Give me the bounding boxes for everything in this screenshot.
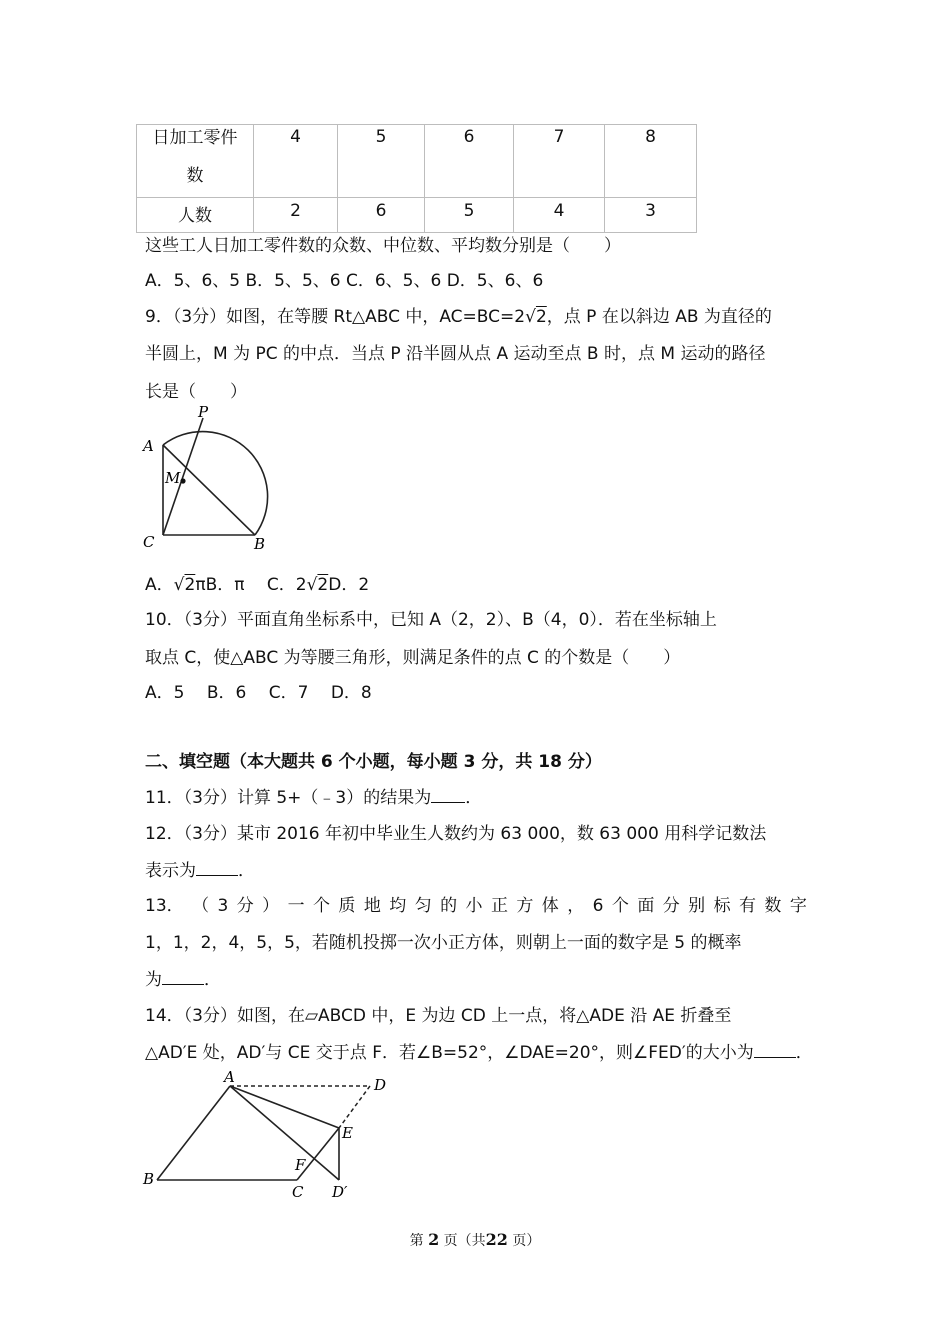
label-c: C: [292, 1183, 304, 1201]
segment-ab: [157, 1086, 230, 1180]
segment-ae: [230, 1086, 339, 1128]
q13-char: 地: [363, 896, 381, 916]
sqrt-symbol: √2: [306, 575, 329, 595]
label-c: C: [143, 533, 155, 551]
table-cell: 5: [375, 127, 387, 147]
label-a: A: [143, 437, 154, 455]
q13-char: 的: [440, 896, 458, 916]
label-e: E: [342, 1124, 353, 1142]
q12-line1: 12．（3分）某市 2016 年初中毕业生人数约为 63 000，数 63 000 用科学记数法: [145, 824, 767, 844]
q9-opt-a-tail: π: [195, 575, 206, 595]
segment-de-dashed: [339, 1086, 370, 1128]
page-footer: [0, 1230, 950, 1250]
answer-blank: [754, 1043, 796, 1058]
q9-line2: 半圆上，M 为 PC 的中点．当点 P 沿半圆从点 A 运动至点 B 时，点 M 运动的路径: [145, 344, 766, 364]
q12-line2: [145, 860, 255, 882]
table-cell: 4: [553, 201, 565, 221]
q13-tail: ．: [204, 970, 221, 990]
q13-char: 体: [541, 896, 559, 916]
q13-char: 正: [490, 896, 508, 916]
q14-line2: [145, 1042, 813, 1064]
table-cell: 6: [463, 127, 475, 147]
table-header-cell: [137, 125, 254, 198]
q10-options: A．5 B．6 C．7 D．8: [145, 683, 372, 703]
q13-char: ）: [262, 896, 280, 916]
q13-line1: [145, 895, 807, 917]
q13-char: 6: [592, 896, 604, 916]
q9-line1-text: 9．（3分）如图，在等腰 Rt△ABC 中，AC=BC=2: [145, 307, 526, 327]
q11-text: 11．（3分）计算 5+（﹣3）的结果为: [145, 788, 432, 808]
footer-total-pages: 22: [485, 1230, 508, 1249]
label-d-prime: D′: [332, 1183, 348, 1201]
q14-tail: ．: [795, 1043, 813, 1063]
q9-opt-c: C．2: [266, 575, 307, 595]
q13-char: 字: [789, 896, 807, 916]
q12-line2-text: 表示为: [145, 861, 196, 881]
q14-line1: 14．（3分）如图，在▱ABCD 中，E 为边 CD 上一点，将△ADE 沿 AE 折叠至: [145, 1006, 732, 1026]
q13-char: 数: [764, 896, 782, 916]
q13-char: 别: [688, 896, 706, 916]
sqrt-symbol: √2: [173, 575, 196, 595]
q8-options: A．5、6、5 B．5、5、6 C．6、5、6 D．5、6、6: [145, 271, 544, 291]
q9-opt-b: B．π: [205, 575, 245, 595]
q13-char: 匀: [414, 896, 432, 916]
q13-char: ，: [567, 896, 585, 916]
q13-char: 13．: [145, 896, 184, 916]
table-cell: 4: [290, 127, 301, 147]
q13-char: 质: [338, 896, 356, 916]
q11: [145, 787, 482, 809]
q13-char: 均: [389, 896, 407, 916]
q9-options: [145, 574, 369, 596]
answer-blank: [196, 861, 238, 876]
sqrt-arg: 2: [184, 575, 196, 595]
label-b: B: [143, 1170, 155, 1188]
q12-tail: ．: [238, 861, 255, 881]
q9-opt-a: A．: [145, 575, 174, 595]
q13-char: 分: [236, 896, 254, 916]
q13-line3-text: 为: [145, 970, 162, 990]
q14-figure: [140, 1068, 400, 1204]
segment-ab: [163, 445, 255, 535]
table-row-label: 人数: [178, 206, 212, 226]
q13-char: 小: [465, 896, 483, 916]
table-row-people: [137, 198, 697, 233]
table-cell: 6: [375, 201, 387, 221]
q13-char: 标: [713, 896, 731, 916]
q14-line2-text: △AD′E 处，AD′与 CE 交于点 F．若∠B=52°，∠DAE=20°，则∠FED′的大小为: [145, 1043, 754, 1063]
q9-opt-d: D．2: [328, 575, 370, 595]
q13-char: 方: [516, 896, 534, 916]
q13-line2: 1，1，2，4，5，5，若随机投掷一次小正方体，则朝上一面的数字是 5 的概率: [145, 933, 742, 953]
q13-char: 面: [637, 896, 655, 916]
table-cell: 2: [290, 201, 301, 221]
q13-char: 一: [287, 896, 305, 916]
header-label-line2: 数: [186, 166, 204, 186]
answer-blank: [162, 970, 204, 985]
table-row-parts: [137, 125, 697, 198]
table-cell: 8: [645, 127, 656, 147]
q13-char: （: [192, 896, 210, 916]
segment-ad-prime: [230, 1086, 339, 1180]
q13-char: 分: [662, 896, 680, 916]
q13-char: 个: [611, 896, 629, 916]
sqrt-arg: 2: [535, 307, 547, 327]
data-table: [136, 124, 697, 233]
point-m: [180, 478, 185, 483]
sqrt-arg: 2: [317, 575, 329, 595]
table-cell: 7: [553, 127, 565, 147]
label-b: B: [254, 535, 266, 553]
label-p: P: [198, 405, 209, 421]
table-cell: 5: [463, 201, 475, 221]
q9-line3: 长是（ ）: [145, 382, 247, 402]
q9-line1-text-b: ，点 P 在以斜边 AB 为直径的: [546, 307, 772, 327]
sqrt-symbol: √2: [525, 307, 547, 327]
footer-suffix: 页）: [512, 1233, 541, 1249]
q13-char: 3: [217, 896, 229, 916]
label-a: A: [224, 1068, 235, 1086]
q10-line1: 10．（3分）平面直角坐标系中，已知 A（2，2）、B（4，0）．若在坐标轴上: [145, 610, 717, 630]
answer-blank: [431, 788, 465, 803]
q9-line1: [145, 306, 772, 328]
q8-stem: 这些工人日加工零件数的众数、中位数、平均数分别是（ ）: [145, 236, 621, 256]
q11-tail: ．: [465, 788, 483, 808]
q13-char: 个: [313, 896, 330, 916]
section-title: 二、填空题（本大题共 6 个小题，每小题 3 分，共 18 分）: [145, 752, 602, 772]
header-label-line1: 日加工零件: [152, 128, 238, 148]
q13-char: 有: [739, 896, 756, 916]
table-cell: 3: [645, 201, 656, 221]
label-d: D: [374, 1076, 387, 1094]
footer-prefix: 第: [409, 1233, 424, 1249]
q13-line3: [145, 969, 221, 991]
q10-line2: 取点 C，使△ABC 为等腰三角形，则满足条件的点 C 的个数是（ ）: [145, 648, 681, 668]
q9-figure: [140, 405, 280, 555]
label-f: F: [295, 1156, 306, 1174]
label-m: M: [165, 469, 181, 487]
footer-mid: 页（共: [443, 1233, 486, 1249]
footer-page-number: 2: [428, 1230, 440, 1249]
